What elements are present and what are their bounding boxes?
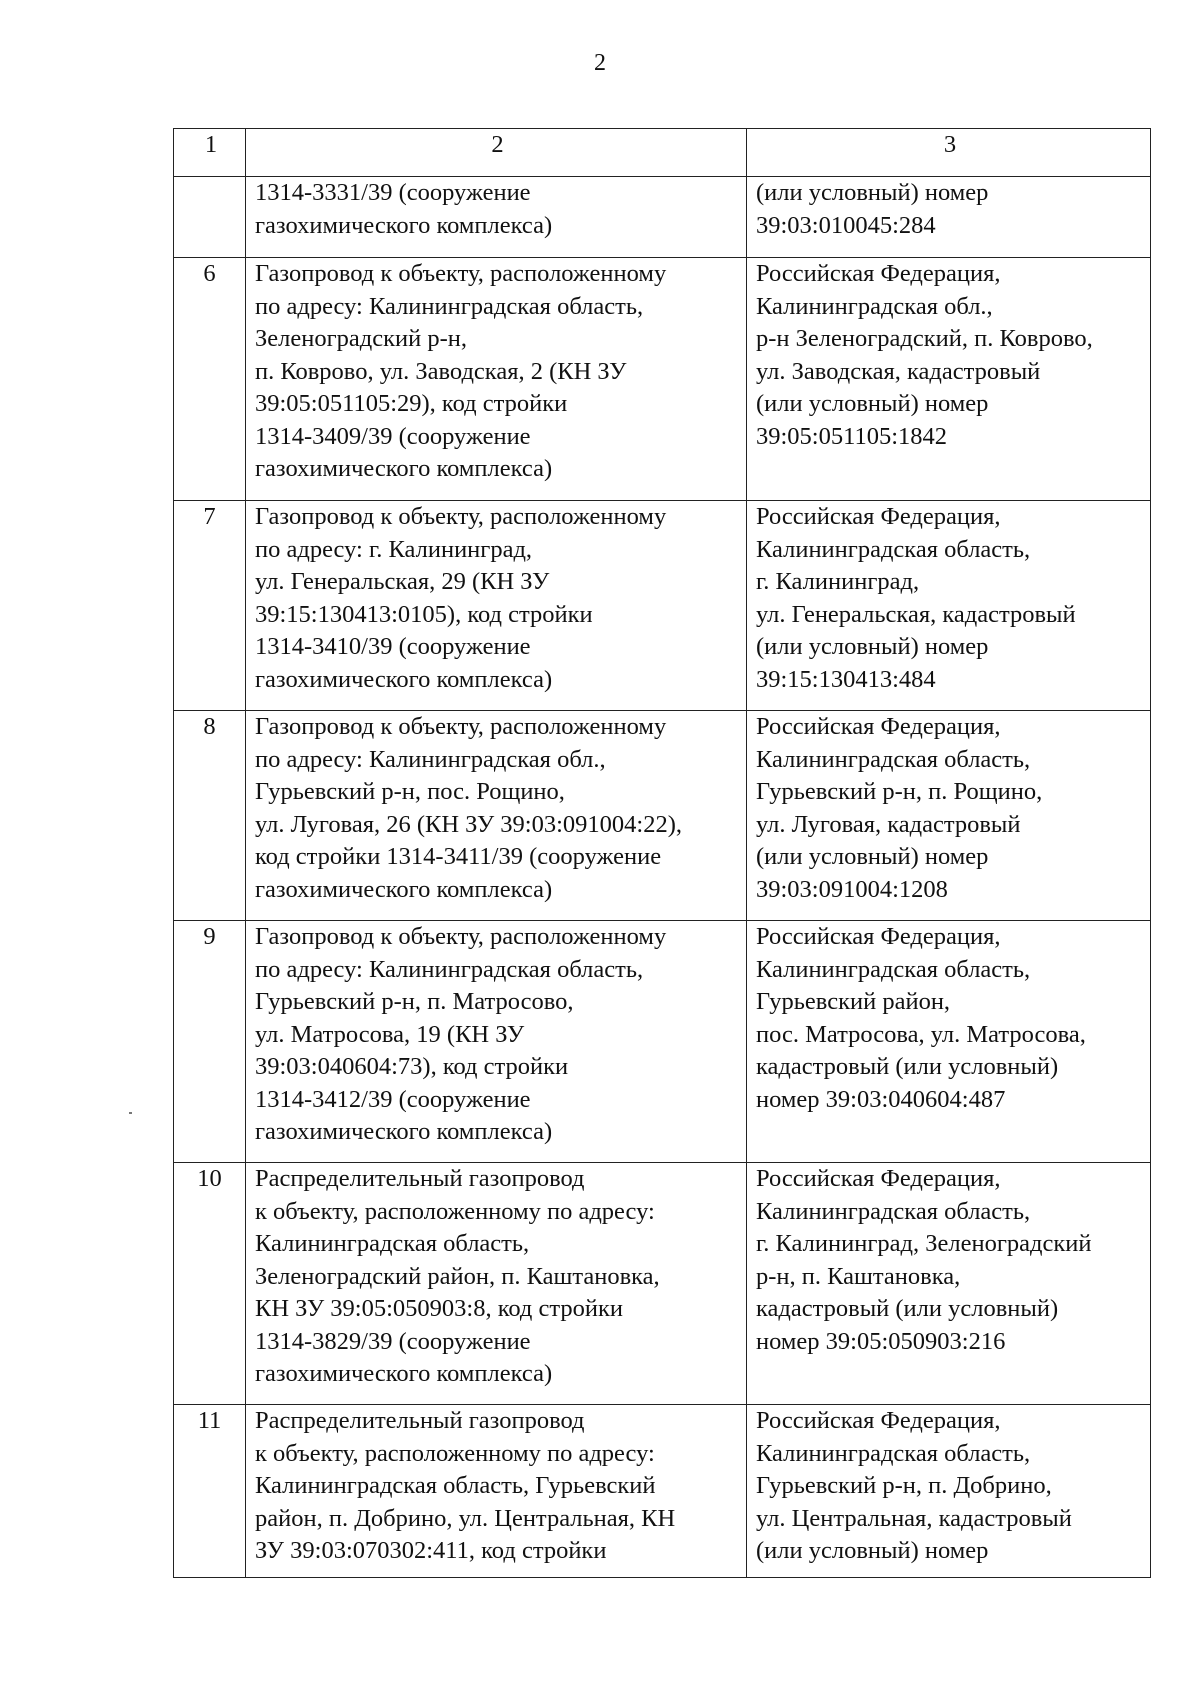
object-line: 1314-3409/39 (сооружение (255, 422, 531, 450)
object-line: 39:03:040604:73), код стройки (255, 1053, 569, 1080)
object-line: 1314-3331/39 (сооружение (255, 179, 531, 206)
column-header-number: 1 (174, 129, 246, 177)
owner-line: Калининградская обл., (756, 292, 993, 320)
object-line: ЗУ 39:03:070302:411, код стройки (255, 1537, 607, 1564)
owner-line: Российская Федерация, (756, 503, 1001, 530)
object-description (246, 1163, 747, 1405)
object-description (246, 1405, 747, 1578)
owner-line: номер 39:05:050903:216 (756, 1327, 1006, 1355)
owner-line: (или условный) номер (756, 1537, 989, 1564)
table-row (174, 501, 1151, 711)
object-line: Гурьевский р-н, п. Матросово, (255, 988, 574, 1015)
owner-line: (или условный) номер (756, 390, 989, 417)
object-line: код стройки 1314-3411/39 (сооружение (255, 843, 662, 870)
owner-line: Российская Федерация, (756, 1407, 1001, 1434)
owner-line: Калининградская область, (756, 1439, 1031, 1467)
object-line: Зеленоградский р-н, (255, 325, 468, 352)
owner-line: ул. Центральная, кадастровый (756, 1504, 1072, 1532)
object-line: ул. Луговая, 26 (КН ЗУ 39:03:091004:22), (255, 810, 683, 838)
object-line: к объекту, расположенному по адресу: (255, 1439, 655, 1467)
owner-line: Калининградская область, (756, 1197, 1031, 1225)
owner-line: Российская Федерация, (756, 260, 1001, 287)
object-line: Газопровод к объекту, расположенному (255, 260, 667, 287)
owner-description (747, 1405, 1151, 1578)
object-line: п. Коврово, ул. Заводская, 2 (КН ЗУ (255, 357, 627, 385)
row-number: 11 (174, 1405, 246, 1578)
page-number: 2 (594, 50, 606, 76)
object-line: газохимического комплекса) (255, 1360, 553, 1387)
owner-line: р-н, п. Каштановка, (756, 1262, 961, 1290)
column-header-owner: 3 (747, 129, 1151, 177)
object-line: по адресу: Калининградская обл., (255, 745, 606, 773)
object-line: по адресу: Калининградская область, (255, 955, 644, 983)
owner-line: 39:15:130413:484 (756, 665, 936, 693)
object-description (246, 711, 747, 921)
owner-description (747, 921, 1151, 1163)
owner-line: ул. Заводская, кадастровый (756, 357, 1041, 385)
row-number: 7 (174, 501, 246, 711)
object-line: район, п. Добрино, ул. Центральная, КН (255, 1504, 676, 1532)
table-row (174, 711, 1151, 921)
owner-line: г. Калининград, Зеленоградский (756, 1230, 1092, 1257)
object-line: газохимического комплекса) (255, 1118, 553, 1145)
row-number (174, 177, 246, 258)
object-line: Газопровод к объекту, расположенному (255, 923, 667, 950)
table-row (174, 177, 1151, 258)
owner-line: кадастровый (или условный) (756, 1295, 1059, 1322)
owner-line: Калининградская область, (756, 955, 1031, 983)
owner-description (747, 711, 1151, 921)
object-line: 39:15:130413:0105), код стройки (255, 600, 593, 628)
object-line: 1314-3410/39 (сооружение (255, 633, 531, 660)
owner-description (747, 1163, 1151, 1405)
owner-line: 39:03:010045:284 (756, 211, 936, 239)
owner-description (747, 258, 1151, 501)
object-description (246, 921, 747, 1163)
owner-line: г. Калининград, (756, 568, 920, 595)
owner-line: Гурьевский р-н, п. Добрино, (756, 1472, 1052, 1499)
object-line: Газопровод к объекту, расположенному (255, 503, 667, 530)
owner-line: (или условный) номер (756, 633, 989, 660)
object-line: Распределительный газопровод (255, 1165, 585, 1192)
object-line: по адресу: Калининградская область, (255, 292, 644, 320)
owner-description (747, 501, 1151, 711)
object-line: 1314-3829/39 (сооружение (255, 1327, 531, 1355)
owner-line: ул. Генеральская, кадастровый (756, 600, 1076, 628)
object-line: по адресу: г. Калининград, (255, 535, 533, 563)
table-row (174, 1405, 1151, 1578)
object-line: к объекту, расположенному по адресу: (255, 1197, 655, 1225)
object-line: газохимического комплекса) (255, 875, 553, 903)
object-description (246, 501, 747, 711)
owner-line: Калининградская область, (756, 535, 1031, 563)
table-row (174, 1163, 1151, 1405)
row-number: 10 (174, 1163, 246, 1405)
owner-line: р-н Зеленоградский, п. Коврово, (756, 325, 1093, 352)
table-row (174, 921, 1151, 1163)
owner-line: Гурьевский район, (756, 988, 951, 1015)
row-number: 6 (174, 258, 246, 501)
owner-line: пос. Матросова, ул. Матросова, (756, 1020, 1086, 1048)
object-line: Зеленоградский район, п. Каштановка, (255, 1262, 660, 1290)
owner-line: Российская Федерация, (756, 923, 1001, 950)
owner-description (747, 177, 1151, 258)
owner-line: Калининградская область, (756, 745, 1031, 773)
table-header-row (174, 129, 1151, 177)
row-number: 8 (174, 711, 246, 921)
owner-line: 39:03:091004:1208 (756, 875, 948, 903)
object-line: Калининградская область, (255, 1230, 530, 1257)
object-line: газохимического комплекса) (255, 211, 553, 239)
owner-line: (или условный) номер (756, 179, 989, 206)
object-line: Гурьевский р-н, пос. Рощино, (255, 778, 565, 805)
scan-speck (129, 1112, 132, 1114)
object-table (173, 128, 1151, 1578)
object-line: Газопровод к объекту, расположенному (255, 713, 667, 740)
owner-line: Российская Федерация, (756, 713, 1001, 740)
object-line: Распределительный газопровод (255, 1407, 585, 1434)
object-line: газохимического комплекса) (255, 665, 553, 693)
object-line: ул. Матросова, 19 (КН ЗУ (255, 1020, 525, 1048)
object-description (246, 258, 747, 501)
owner-line: ул. Луговая, кадастровый (756, 810, 1021, 838)
owner-line: Гурьевский р-н, п. Рощино, (756, 778, 1043, 805)
owner-line: 39:05:051105:1842 (756, 422, 948, 450)
object-line: Калининградская область, Гурьевский (255, 1472, 656, 1499)
table-row (174, 258, 1151, 501)
owner-line: Российская Федерация, (756, 1165, 1001, 1192)
object-description (246, 177, 747, 258)
object-line: КН ЗУ 39:05:050903:8, код стройки (255, 1295, 624, 1322)
owner-line: (или условный) номер (756, 843, 989, 870)
object-line: 39:05:051105:29), код стройки (255, 390, 568, 417)
row-number: 9 (174, 921, 246, 1163)
owner-line: кадастровый (или условный) (756, 1053, 1059, 1080)
object-line: ул. Генеральская, 29 (КН ЗУ (255, 568, 550, 595)
column-header-object: 2 (246, 129, 747, 177)
object-line: 1314-3412/39 (сооружение (255, 1085, 531, 1113)
owner-line: номер 39:03:040604:487 (756, 1085, 1006, 1113)
object-line: газохимического комплекса) (255, 455, 553, 482)
